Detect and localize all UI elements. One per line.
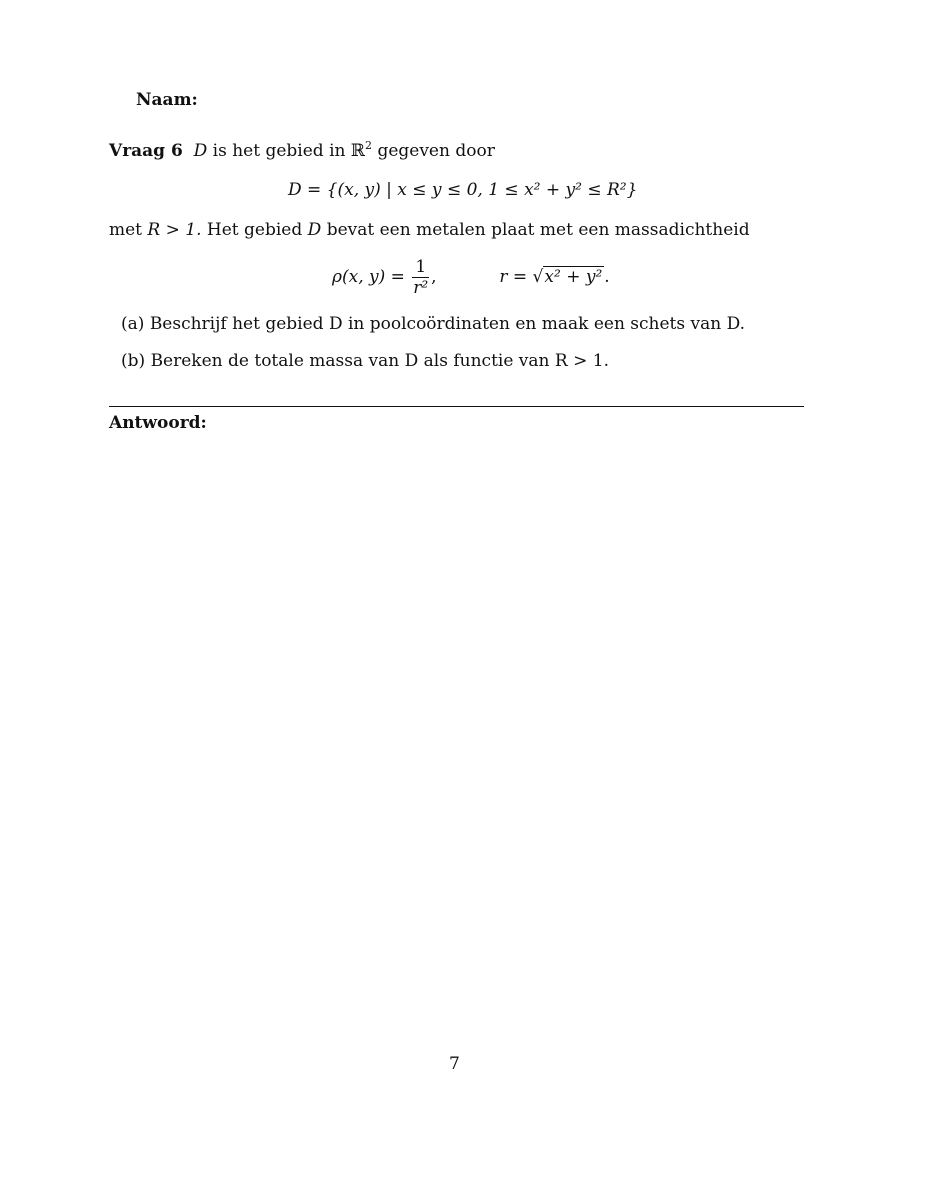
radius-radicand: x² + y² bbox=[544, 267, 603, 287]
density-formula: ρ(x, y) = $\frac{1}{\text{r²}}$ , r = √x² + y² . bbox=[332, 257, 610, 298]
question-intro bbox=[109, 141, 495, 161]
answer-label: Antwoord: bbox=[109, 413, 207, 433]
intro-text-1: is het gebied in bbox=[212, 141, 346, 161]
part-a bbox=[121, 314, 745, 334]
density-denominator: r² bbox=[413, 278, 429, 298]
line2-var: D bbox=[307, 220, 322, 240]
part-b bbox=[121, 351, 609, 371]
intro-text-2: gegeven door bbox=[377, 141, 495, 161]
part-b-label: (b) bbox=[121, 351, 146, 371]
part-a-label: (a) bbox=[121, 314, 145, 334]
density-numerator: 1 bbox=[412, 258, 429, 278]
answer-divider bbox=[109, 406, 804, 407]
part-b-text: Bereken de totale massa van D als functie van R > 1. bbox=[150, 351, 609, 371]
part-a-text: Beschrijf het gebied D in poolcoördinaten en maak een schets van D. bbox=[149, 314, 746, 334]
set-definition: D = {(x, y) | x ≤ y ≤ 0, 1 ≤ x² + y² ≤ R²} bbox=[288, 180, 638, 200]
page-number: 7 bbox=[449, 1054, 460, 1074]
question-label: Vraag 6 bbox=[109, 141, 183, 161]
density-lhs: ρ(x, y) = bbox=[332, 267, 405, 287]
density-fraction bbox=[412, 258, 429, 297]
radius-lhs: r = bbox=[499, 267, 528, 287]
intro-set: ℝ$^2$ bbox=[350, 139, 373, 161]
name-label: Naam: bbox=[136, 90, 198, 110]
intro-var: D bbox=[193, 141, 208, 161]
question-line2: met R > 1. Het gebied D bevat een metalen plaat met een massadichtheid bbox=[109, 220, 750, 240]
condition-r: R > 1. bbox=[147, 220, 202, 240]
sqrt-icon: √ bbox=[532, 267, 544, 287]
